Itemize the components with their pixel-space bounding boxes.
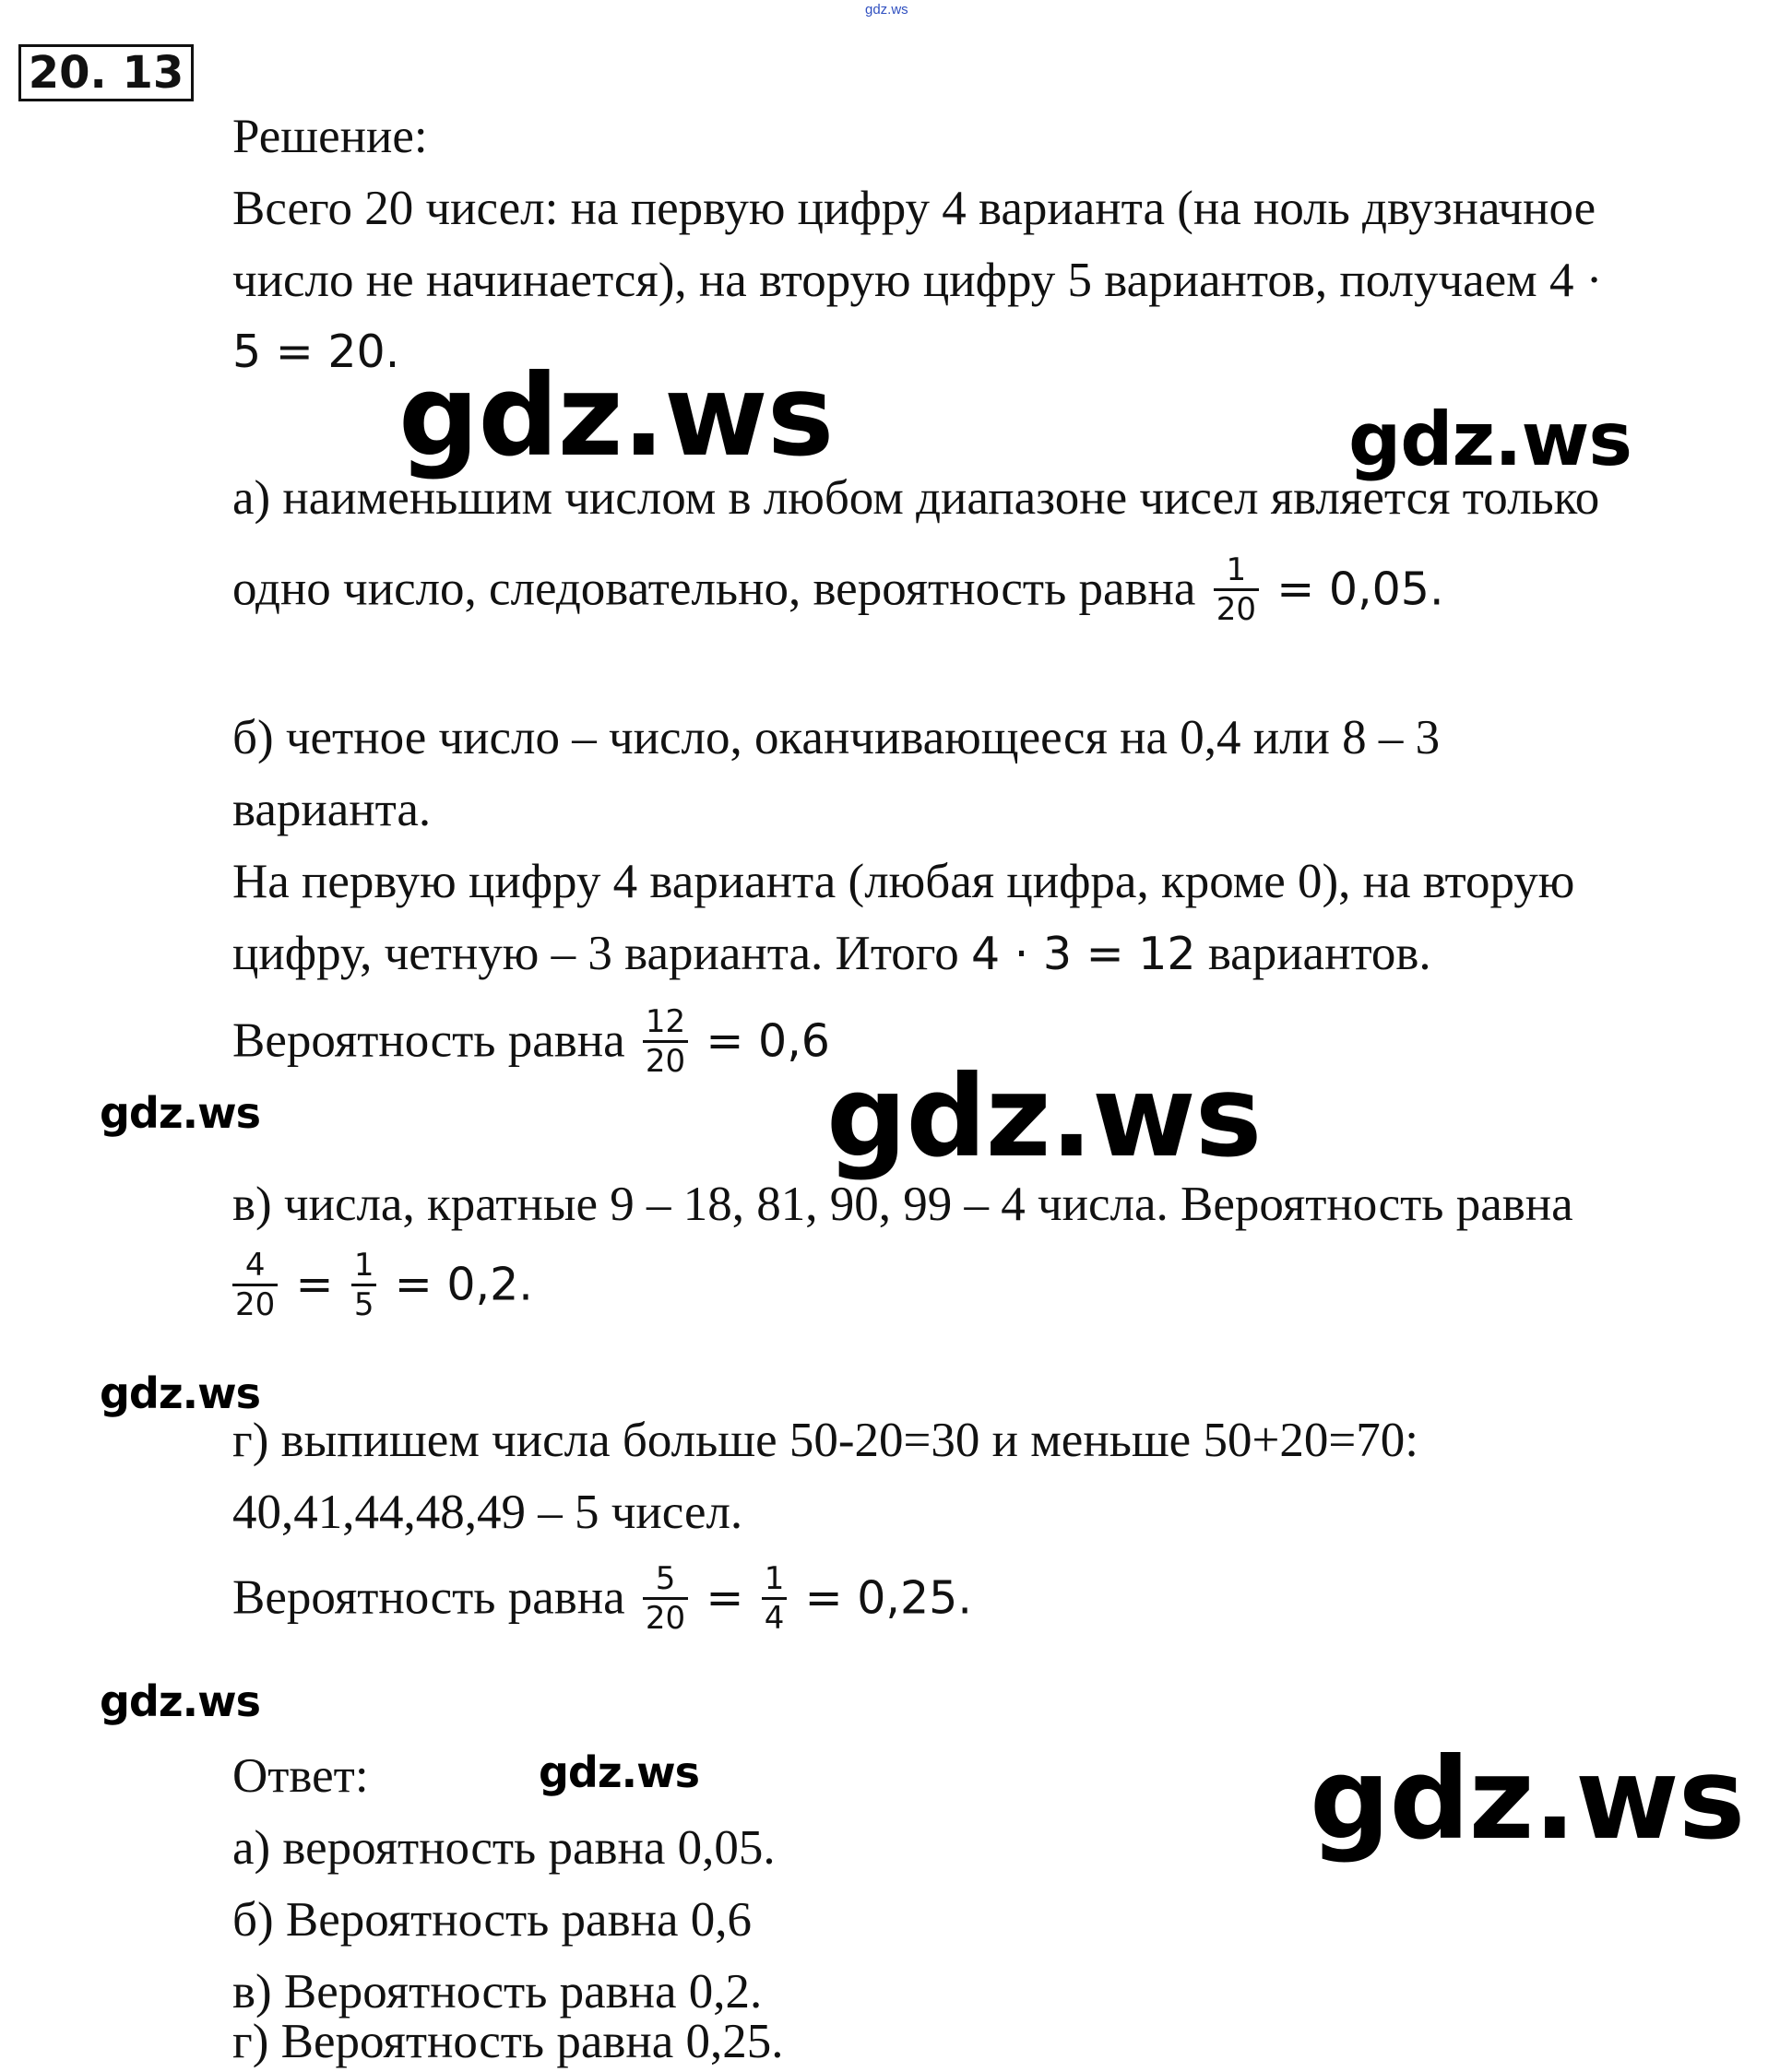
- part-g-result: = 0,25.: [804, 1571, 972, 1625]
- part-b-fraction: [643, 1003, 688, 1080]
- answer-b: б) Вероятность равна 0,6: [232, 1893, 752, 1947]
- part-g-prob-text: Вероятность равна: [232, 1570, 625, 1625]
- part-g-probability: [232, 1560, 972, 1640]
- solution-heading: Решение:: [232, 110, 428, 163]
- part-g-frac1-den: 20: [645, 1600, 686, 1637]
- part-g-line-2: 40,41,44,48,49 – 5 чисел.: [232, 1486, 743, 1539]
- part-b-line-4-end: вариантов.: [1207, 927, 1431, 980]
- answer-heading: Ответ:: [232, 1749, 369, 1803]
- watermark: gdz.ws: [539, 1747, 699, 1797]
- part-b-frac-den: 20: [645, 1043, 686, 1080]
- part-a-line-1: а) наименьшим числом в любом диапазоне чисел является только: [232, 471, 1600, 525]
- part-b-probability: [232, 1003, 830, 1083]
- watermark: gdz.ws: [826, 1051, 1262, 1182]
- watermark: gdz.ws: [1310, 1734, 1745, 1865]
- part-b-result: = 0,6: [706, 1014, 830, 1068]
- answer-g: г) Вероятность равна 0,25.: [232, 2015, 784, 2068]
- part-g-frac2-den: 4: [764, 1600, 785, 1637]
- watermark: gdz.ws: [100, 1676, 260, 1726]
- watermark: gdz.ws: [1348, 397, 1632, 482]
- intro-line-2: число не начинается), на вторую цифру 5 вариантов, получаем 4 ·: [232, 254, 1603, 307]
- watermark: gdz.ws: [398, 350, 834, 481]
- part-g-fraction-2: [762, 1560, 788, 1637]
- part-a-result: = 0,05.: [1276, 562, 1444, 616]
- part-g-frac2-num: 1: [762, 1560, 788, 1600]
- part-v-frac2-num: 1: [351, 1247, 377, 1286]
- part-v-result: = 0,2.: [394, 1258, 533, 1311]
- part-g-fraction-1: [643, 1560, 688, 1637]
- part-g-line-1: г) выпишем числа больше 50-20=30 и меньше 50+20=70:: [232, 1414, 1418, 1467]
- site-mark: gdz.ws: [865, 2, 908, 18]
- part-a-fraction: [1214, 551, 1259, 628]
- problem-number: 20. 13: [18, 44, 194, 101]
- part-b-prob-text: Вероятность равна: [232, 1013, 625, 1068]
- part-b-line-4: [232, 926, 1431, 982]
- part-v-fraction-2: [351, 1247, 377, 1323]
- part-b-frac-num: 12: [643, 1003, 688, 1043]
- part-v-line-1: в) числа, кратные 9 – 18, 81, 90, 99 – 4 числа. Вероятность равна: [232, 1178, 1573, 1231]
- part-v-fraction-1: [232, 1247, 278, 1323]
- part-a-frac-den: 20: [1216, 591, 1256, 628]
- part-v-line-2: [232, 1247, 533, 1327]
- part-b-line-3: На первую цифру 4 варианта (любая цифра, кроме 0), на вторую: [232, 855, 1575, 908]
- part-b-line-1: б) четное число – число, оканчивающееся на 0,4 или 8 – 3: [232, 711, 1441, 764]
- part-b-line-4-math: 4 · 3 = 12: [970, 928, 1196, 980]
- part-a-frac-num: 1: [1214, 551, 1259, 591]
- part-b-line-2: варианта.: [232, 783, 432, 836]
- part-a-text: одно число, следовательно, вероятность равна: [232, 562, 1196, 616]
- part-b-line-4-text: цифру, четную – 3 варианта. Итого: [232, 927, 959, 980]
- watermark: gdz.ws: [100, 1088, 260, 1138]
- part-a-line-2: [232, 551, 1444, 632]
- answer-a: а) вероятность равна 0,05.: [232, 1821, 776, 1875]
- part-g-frac1-num: 5: [643, 1560, 688, 1600]
- part-v-frac1-num: 4: [232, 1247, 278, 1286]
- intro-line-3: 5 = 20.: [232, 326, 400, 378]
- part-v-frac2-den: 5: [353, 1286, 374, 1323]
- answer-v: в) Вероятность равна 0,2.: [232, 1965, 763, 2019]
- part-g-equals: =: [706, 1571, 744, 1625]
- watermark: gdz.ws: [100, 1368, 260, 1418]
- intro-line-1: Всего 20 чисел: на первую цифру 4 варианта (на ноль двузначное: [232, 182, 1596, 235]
- part-v-equals: =: [295, 1258, 334, 1311]
- part-v-frac1-den: 20: [235, 1286, 276, 1323]
